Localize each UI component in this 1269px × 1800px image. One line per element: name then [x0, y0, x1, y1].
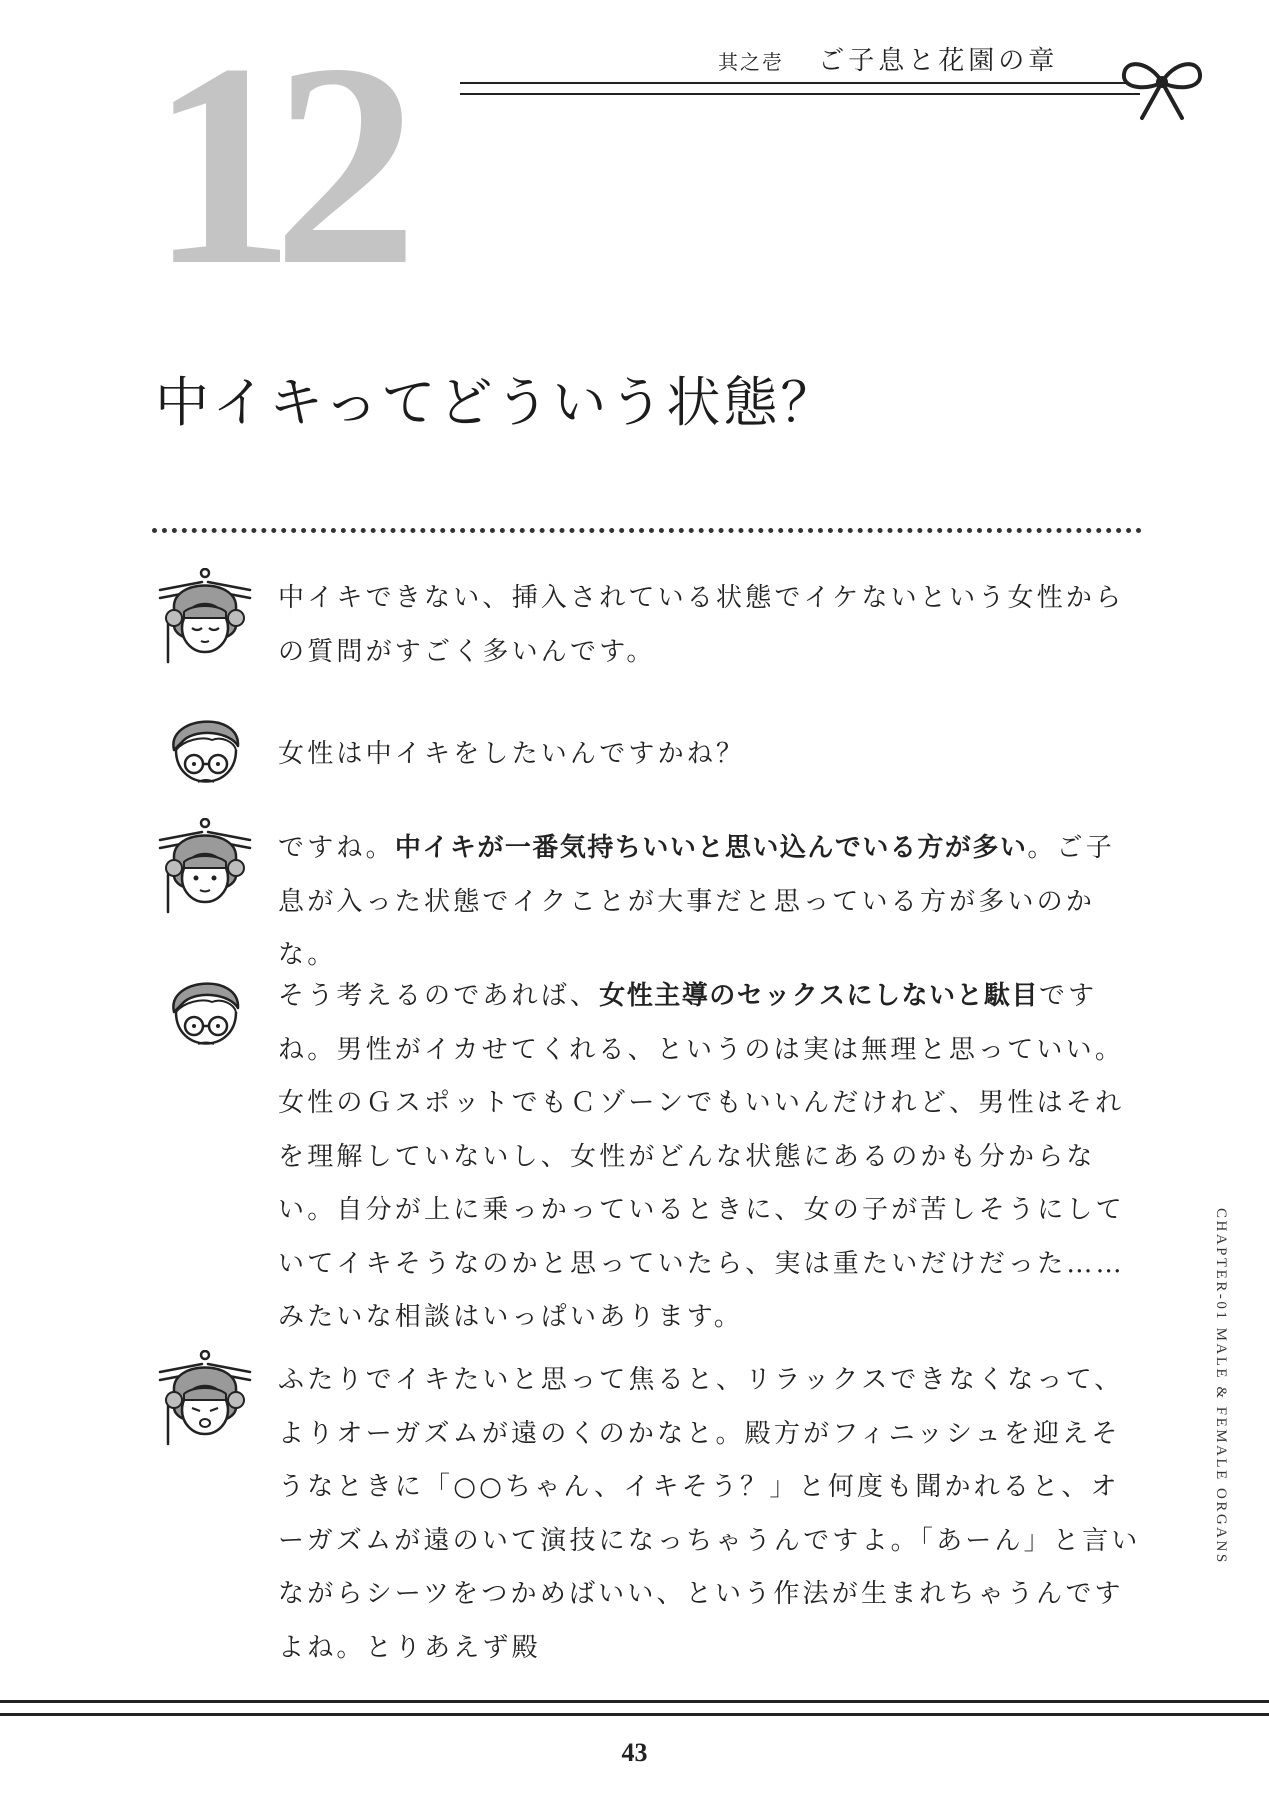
dialogue-text [278, 1354, 1144, 1675]
dialogue-text-main: 女性は中イキをしたいんですかね？ [278, 739, 746, 769]
dialogue-text [278, 970, 1144, 1345]
dotted-divider [152, 528, 1142, 533]
dialogue-text-after: 。ご子息が入った状態でイクことが大事だと思っている方が多いのかな。 [278, 833, 1115, 970]
man-with-glasses-avatar-icon [158, 706, 252, 802]
dialogue-text-after: ですね。男性がイカせてくれる、というのは実は無理と思っていい。女性のＧスポットでもＣゾーンでもいいんだけれど、男性はそれを理解していないし、女性がどんな状態にあるのかも分からない。自分が上に乗っかっているときに、女の子が苦しそうにしていてイキそうなのかと思っていたら、実は重たいだけだった……みたいな相談はいっぱいあります。 [278, 981, 1125, 1332]
dialogue-text-main: 中イキできない、挿入されている状態でイケないという女性からの質問がすごく多いんです。 [278, 583, 1125, 667]
footer-double-rule [0, 1700, 1269, 1716]
dialogue-text-main: ふたりでイキたいと思って焦ると、リラックスできなくなって、よりオーガズムが遠のくのかなと。殿方がフィニッシュを迎えそうなときに「○○ちゃん、イキそう？」と何度も聞かれると、オーガズムが遠のいて演技になっちゃうんですよ。「あーん」と言いながらシーツをつかめばいい、という作法が生まれちゃうんですよね。とりあえず殿 [278, 1365, 1141, 1663]
dialogue-text-before: ですね。 [278, 833, 395, 863]
chapter-side-label: CHAPTER-01 MALE & FEMALE ORGANS [1213, 1208, 1229, 1565]
dialogue-emphasis: 女性主導のセックスにしないと駄目 [599, 981, 1039, 1011]
section-label [718, 40, 1058, 77]
geisha-avatar-icon [158, 818, 252, 914]
dialogue-emphasis: 中イキが一番気持ちいいと思い込んでいる方が多い [394, 833, 1028, 863]
ribbon-bow-icon [1120, 52, 1204, 124]
page-title: 中イキってどういう状態？ [155, 371, 838, 434]
geisha-avatar-icon [158, 1350, 252, 1446]
section-sub-label: 其之壱 [718, 50, 784, 74]
dialogue-text [278, 728, 1144, 782]
geisha-avatar-icon [158, 568, 252, 664]
page-number: 43 [621, 1738, 648, 1767]
dialogue-text [278, 822, 1144, 983]
man-with-glasses-avatar-icon [158, 968, 252, 1064]
chapter-number: 12 [150, 4, 396, 325]
dialogue-text [278, 572, 1144, 679]
section-name: ご子息と花園の章 [818, 46, 1059, 76]
dialogue-text-before: そう考えるのであれば、 [278, 981, 600, 1011]
header-double-rule [460, 82, 1140, 95]
